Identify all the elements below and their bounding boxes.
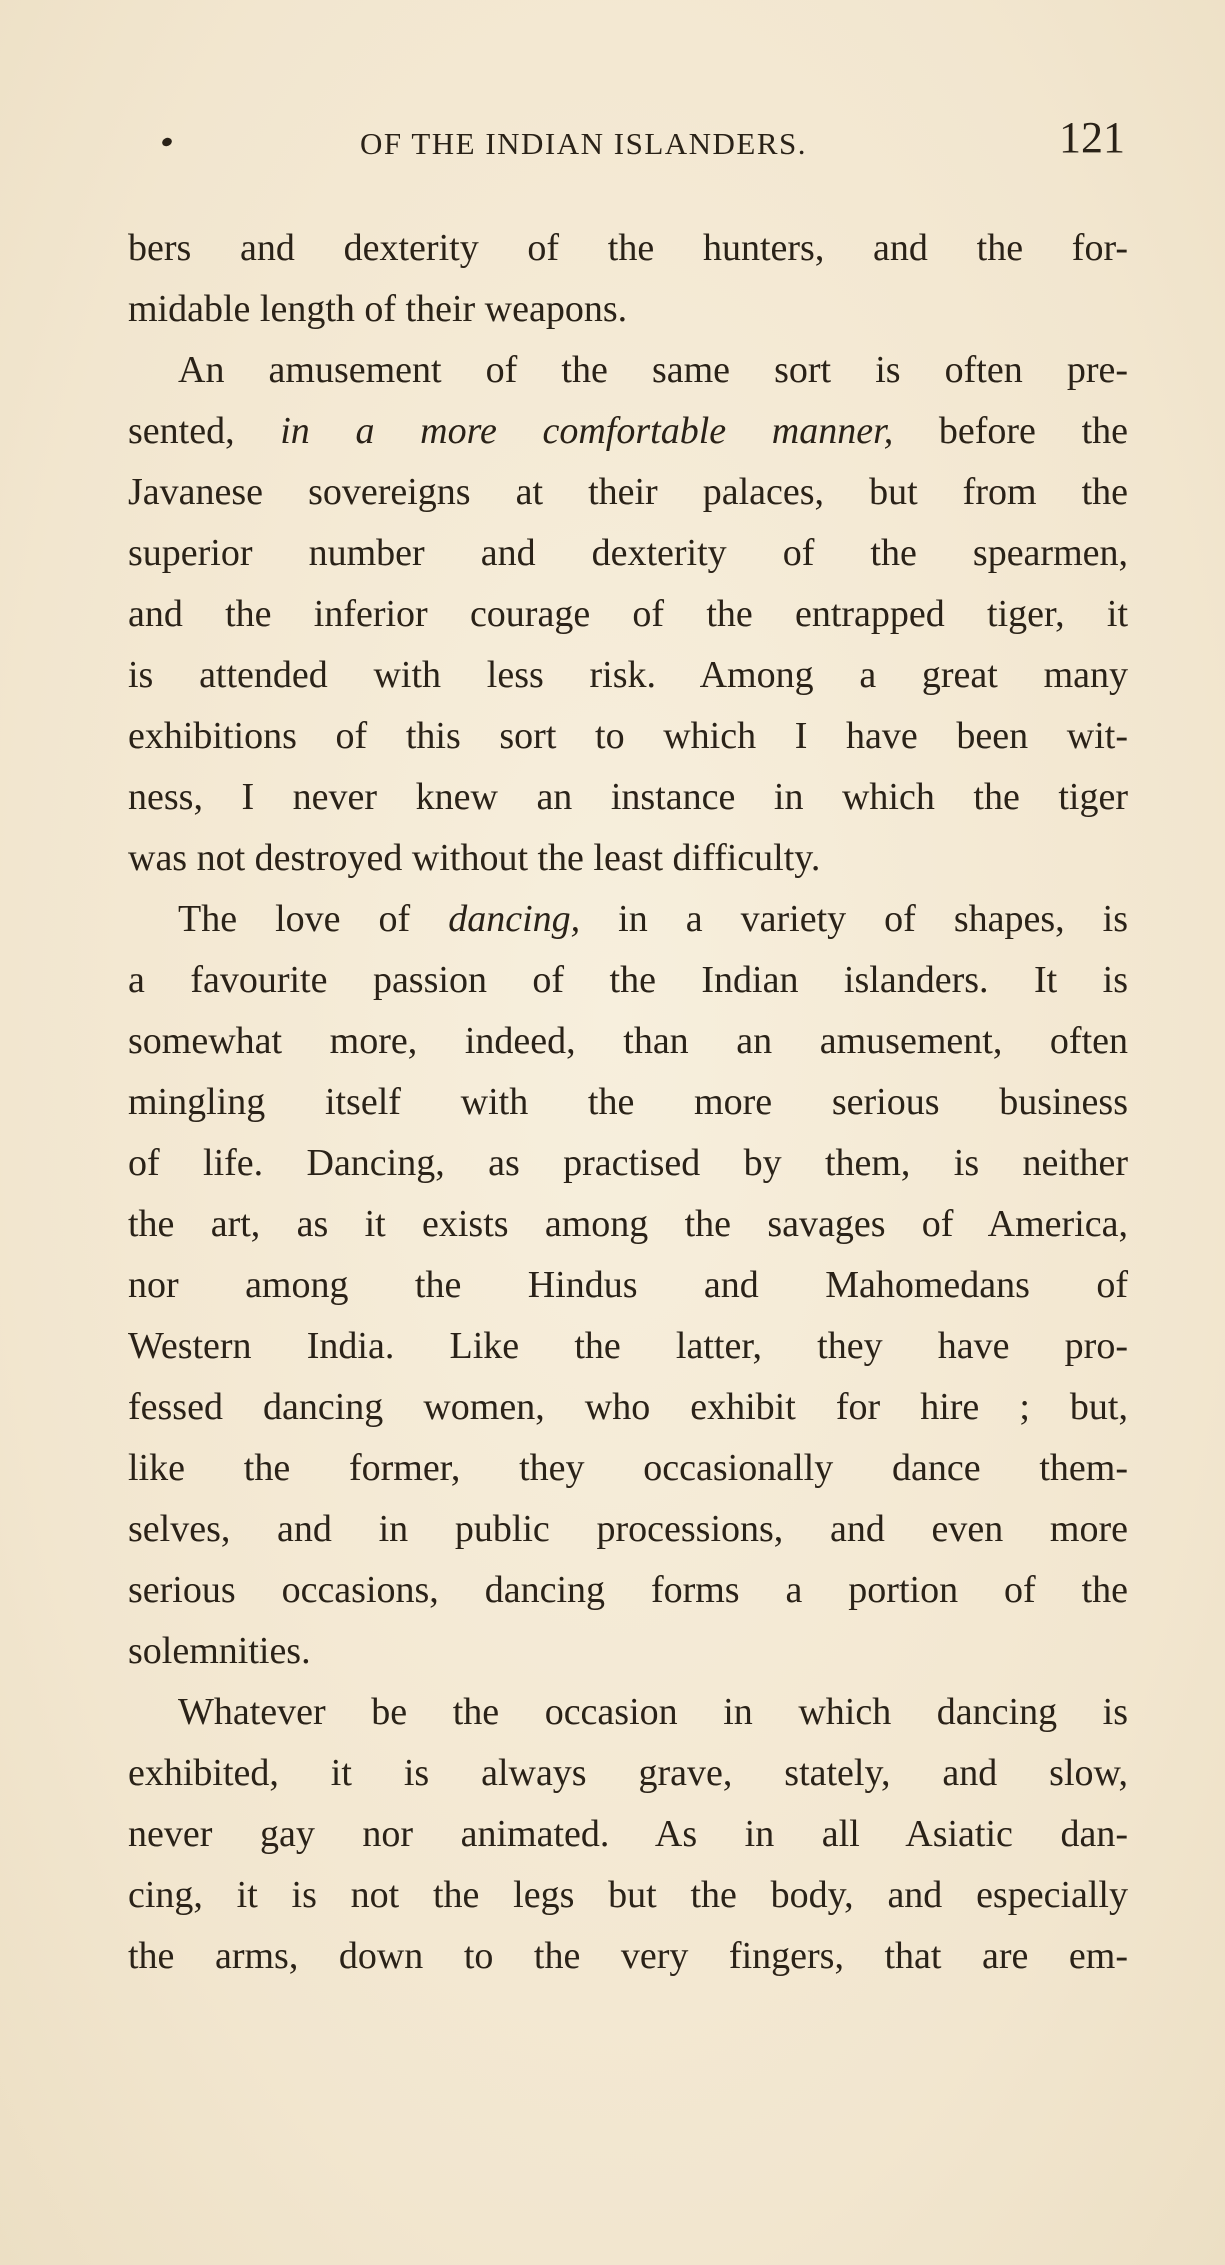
text-run: before the xyxy=(893,410,1129,452)
text-run: in a variety of shapes, is xyxy=(580,898,1129,940)
text-line: and the inferior courage of the entrapped tiger, it xyxy=(128,593,1128,635)
running-head: OF THE INDIAN ISLANDERS. xyxy=(360,126,808,161)
text-line: nor among the Hindus and Mahomedans of xyxy=(128,1264,1128,1306)
text-run: The love of xyxy=(178,898,449,940)
italic-phrase: in a more comfortable manner, xyxy=(280,410,894,452)
text-line: exhibited, it is always grave, stately, and slow, xyxy=(128,1752,1128,1794)
text-line: bers and dexterity of the hunters, and the for- xyxy=(128,227,1128,269)
text-line: was not destroyed without the least difficulty. xyxy=(128,837,821,879)
ink-mark xyxy=(161,136,173,147)
text-run: sented, xyxy=(128,410,281,452)
text-line: of life. Dancing, as practised by them, is neither xyxy=(128,1142,1128,1184)
text-line: midable length of their weapons. xyxy=(128,288,628,330)
text-line: somewhat more, indeed, than an amusement, often xyxy=(128,1020,1128,1062)
text-line: fessed dancing women, who exhibit for hire ; but, xyxy=(128,1386,1128,1428)
text-line: exhibitions of this sort to which I have been wit- xyxy=(128,715,1128,757)
text-line: never gay nor animated. As in all Asiatic dan- xyxy=(128,1813,1128,1855)
text-line: Javanese sovereigns at their palaces, but from the xyxy=(128,471,1128,513)
text-line: is attended with less risk. Among a great many xyxy=(128,654,1128,696)
body-text xyxy=(128,218,1128,1987)
text-line: a favourite passion of the Indian islanders. It is xyxy=(128,959,1128,1001)
text-line: the art, as it exists among the savages of America, xyxy=(128,1203,1128,1245)
text-line: Western India. Like the latter, they have pro- xyxy=(128,1325,1128,1367)
text-line: mingling itself with the more serious business xyxy=(128,1081,1128,1123)
text-line: solemnities. xyxy=(128,1630,311,1672)
text-line xyxy=(128,889,1128,950)
text-line: the arms, down to the very fingers, that are em- xyxy=(128,1935,1128,1977)
italic-word: dancing, xyxy=(448,898,581,940)
text-line: Whatever be the occasion in which dancing is xyxy=(178,1691,1128,1733)
text-line: ness, I never knew an instance in which the tiger xyxy=(128,776,1128,818)
text-line: serious occasions, dancing forms a portion of the xyxy=(128,1569,1128,1611)
text-line xyxy=(128,401,1128,462)
text-line: cing, it is not the legs but the body, and especially xyxy=(128,1874,1128,1916)
text-line: selves, and in public processions, and even more xyxy=(128,1508,1128,1550)
text-line: An amusement of the same sort is often pre- xyxy=(178,349,1128,391)
text-line: superior number and dexterity of the spearmen, xyxy=(128,532,1128,574)
page-number: 121 xyxy=(1059,113,1125,162)
text-line: like the former, they occasionally dance them- xyxy=(128,1447,1128,1489)
page-header xyxy=(150,112,1125,172)
